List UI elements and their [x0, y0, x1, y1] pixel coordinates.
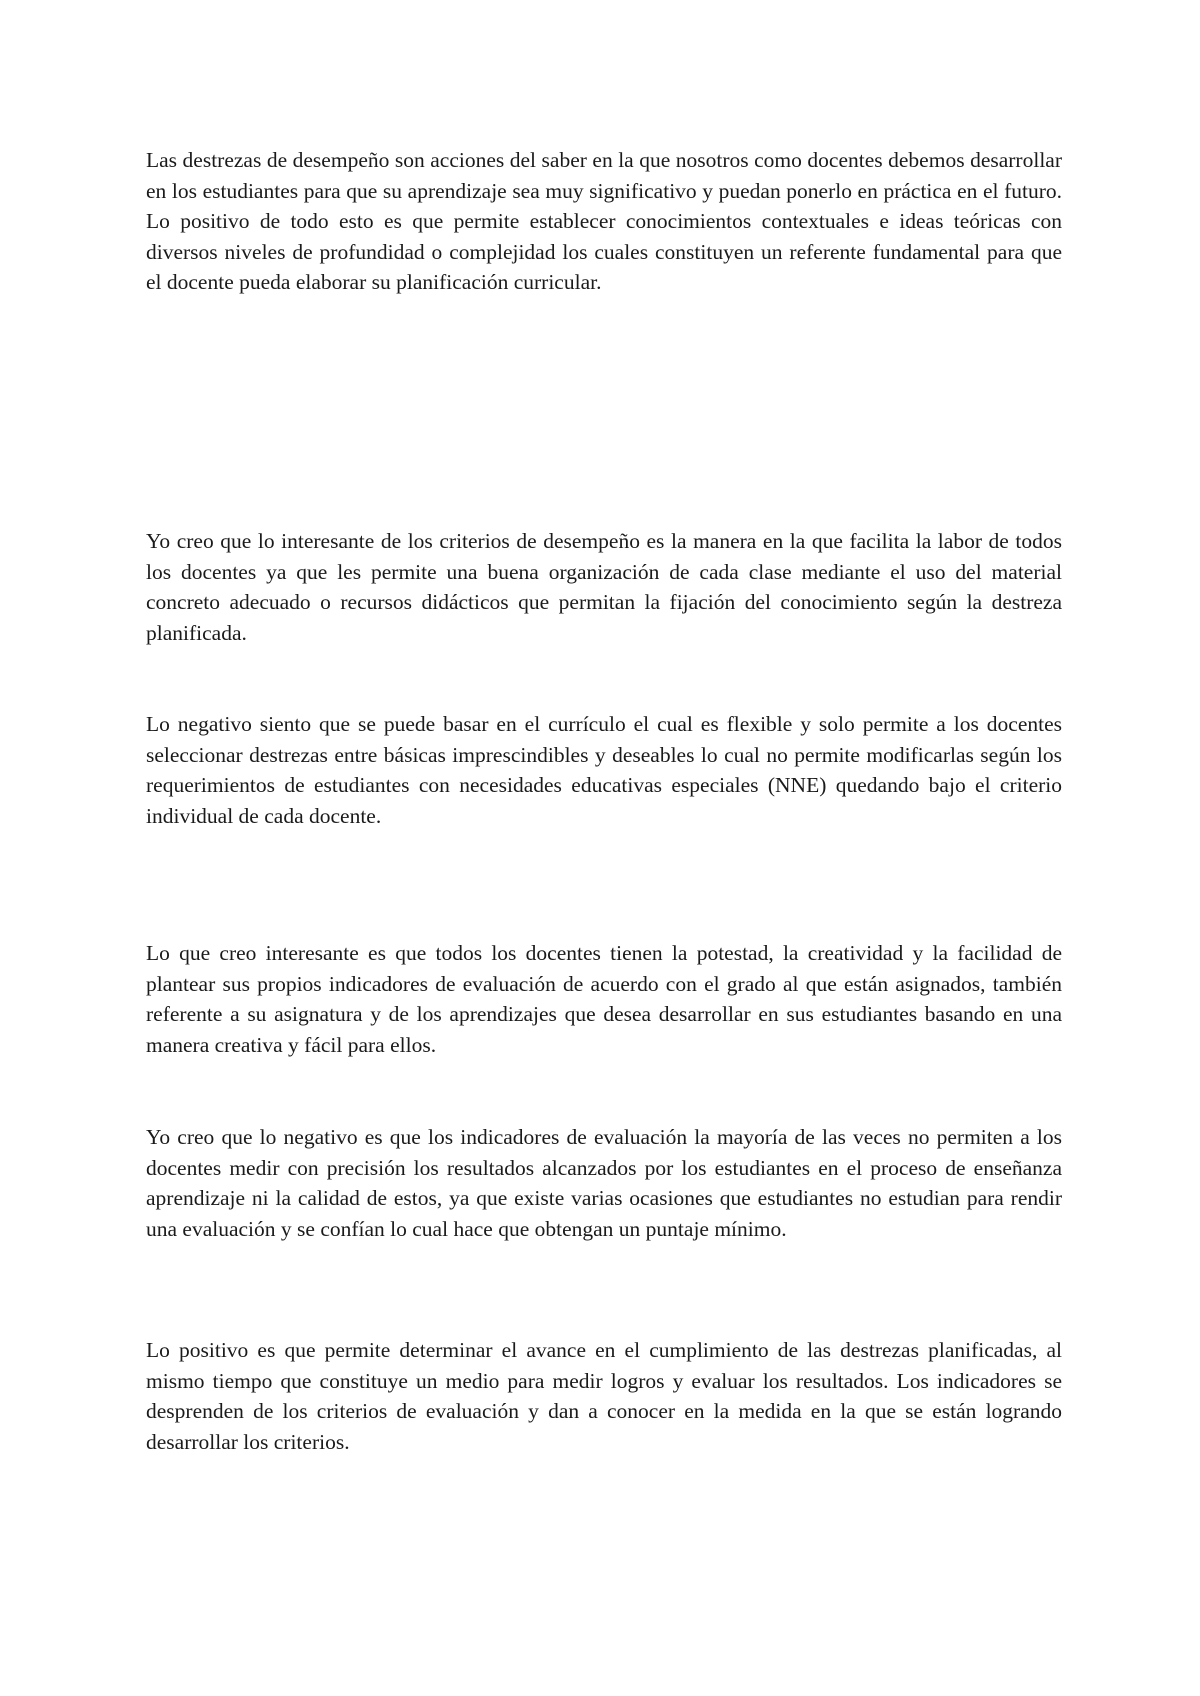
paragraph-destrezas-desempeno: Las destrezas de desempeño son acciones del saber en la que nosotros como docentes debemos desarrollar en los estudiantes para que su aprendizaje sea muy significativo y puedan ponerlo en práctica en el futuro. Lo positivo de todo esto es que permite establecer conocimientos contextuales e ideas teóricas con diversos niveles de profundidad o complejidad los cuales constituyen un referente fundamental para que el docente pueda elaborar su planificación curricular. — [146, 148, 1062, 294]
paragraph-indicadores-interesante: Lo que creo interesante es que todos los docentes tienen la potestad, la creatividad y la facilidad de plantear sus propios indicadores de evaluación de acuerdo con el grado al que están asignados, también referente a su asignatura y de los aprendizajes que desea desarrollar en sus estudiantes basando en una manera creativa y fácil para ellos. — [146, 941, 1062, 1057]
paragraph-indicadores-positivo: Lo positivo es que permite determinar el avance en el cumplimiento de las destrezas planificadas, al mismo tiempo que constituye un medio para medir logros y evaluar los resultados. Los indicadores se desprenden de los criterios de evaluación y dan a conocer en la medida en la que se están logrando desarrollar los criterios. — [146, 1338, 1062, 1454]
paragraph-indicadores-negativo: Yo creo que lo negativo es que los indicadores de evaluación la mayoría de las veces no permiten a los docentes medir con precisión los resultados alcanzados por los estudiantes en el proceso de enseñanza aprendizaje ni la calidad de estos, ya que existe varias ocasiones que estudiantes no estudian para rendir una evaluación y se confían lo cual hace que obtengan un puntaje mínimo. — [146, 1125, 1062, 1241]
paragraph-criterios-negativo: Lo negativo siento que se puede basar en el currículo el cual es flexible y solo permite a los docentes seleccionar destrezas entre básicas imprescindibles y deseables lo cual no permite modificarlas según los requerimientos de estudiantes con necesidades educativas especiales (NNE) quedando bajo el criterio individual de cada docente. — [146, 712, 1062, 828]
paragraph-criterios-interesante: Yo creo que lo interesante de los criterios de desempeño es la manera en la que facilita la labor de todos los docentes ya que les permite una buena organización de cada clase mediante el uso del material concreto adecuado o recursos didácticos que permitan la fijación del conocimiento según la destreza planificada. — [146, 529, 1062, 645]
